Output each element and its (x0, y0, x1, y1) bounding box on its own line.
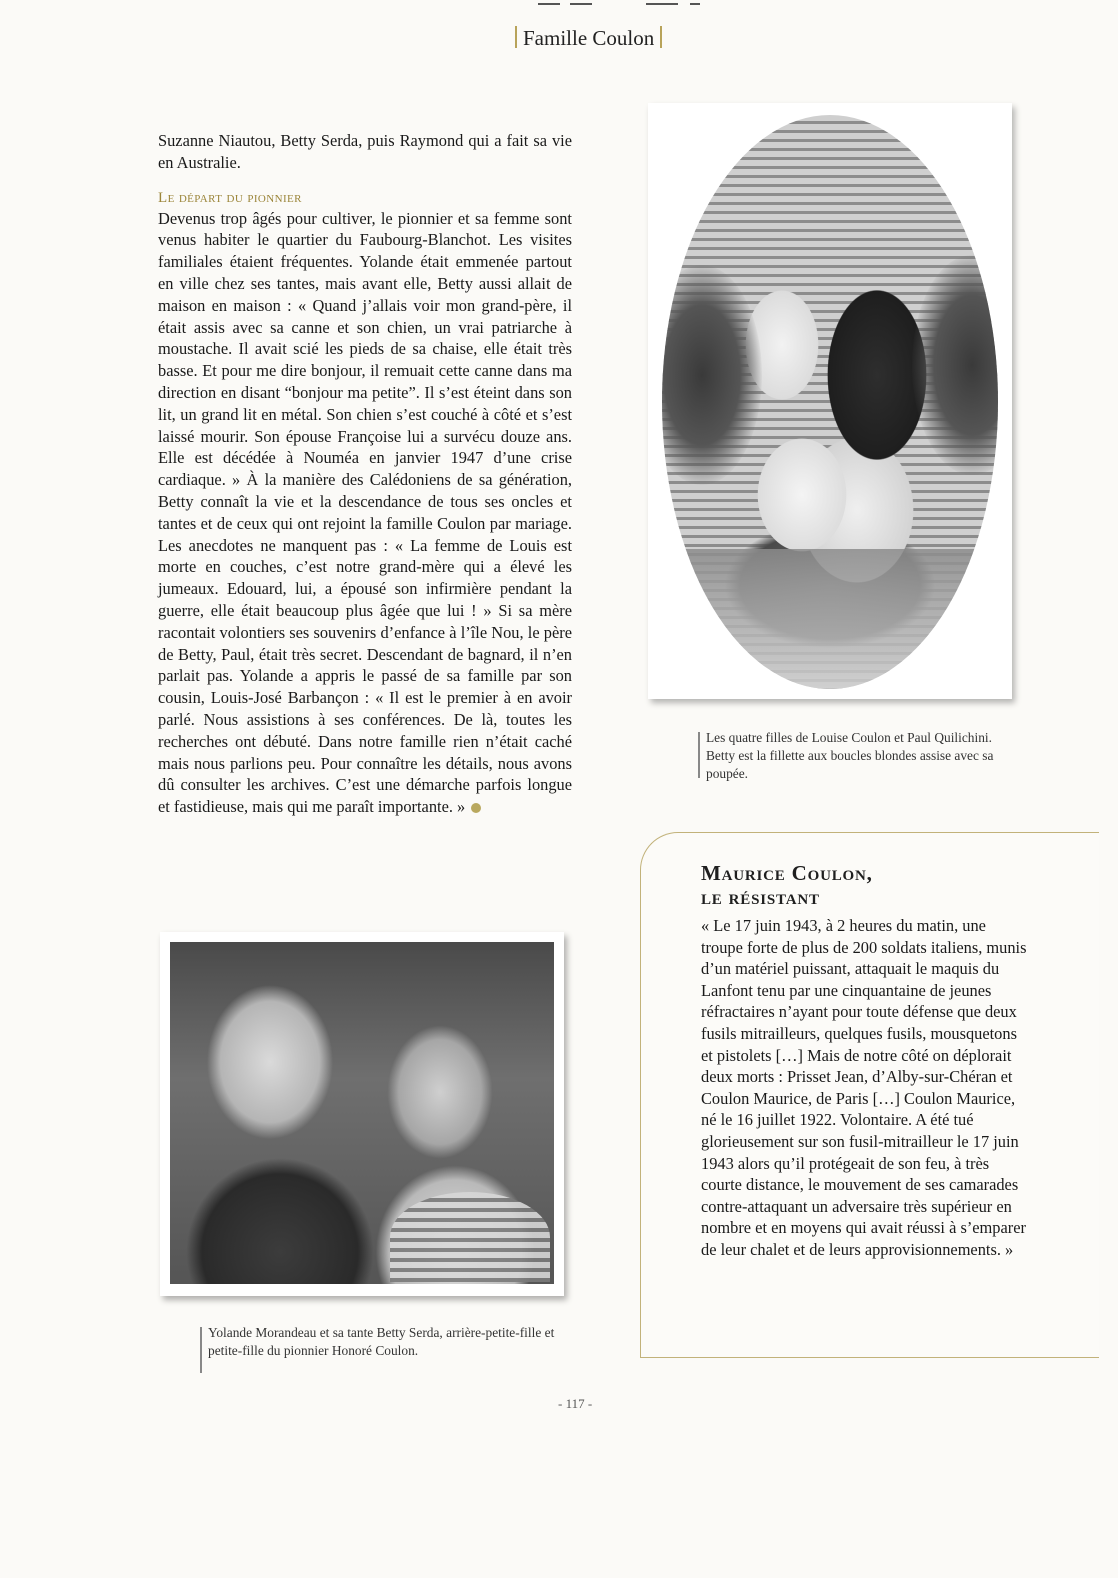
sidebar-title-line-2: le résistant (701, 885, 820, 909)
body-text: Devenus trop âgés pour cultiver, le pionnier et sa femme sont venus habiter le quartier du Faubourg-Blanchot. Les visites familiales étaient fréquentes. Yolande était emmenée partout en ville chez ses tantes, mais avant elle, Betty aussi allait de maison en maison : « Quand j’allais voir mon grand-père, il était assis avec sa canne et son chien, un vrai patriarche à moustache. Il avait scié les pieds de sa chaise, elle était très basse. Et pour me dire bonjour, il remuait cette canne dans ma direction en disant “bonjour ma petite”. Il s’est éteint dans son lit, un grand lit en métal. Son chien s’est couché à côté et s’est laissé mourir. Son épouse Françoise lui a survécu douze ans. Elle est décédée à Nouméa en janvier 1947 d’une crise cardiaque. » À la manière des Calédoniens de sa génération, Betty connaît la vie et la descendance de tous ses oncles et tantes et de ceux qui ont rejoint la famille Coulon par mariage. Les anecdotes ne manquent pas : « La femme de Louis est morte en couches, c’est notre grand-mère qui a élevé les jumeaux. Edouard, lui, a épousé son infirmière pendant la guerre, elle était beaucoup plus âgée que lui ! » Si sa mère racontait volontiers ses souvenirs d’enfance à l’île Nou, le père de Betty, Paul, était très secret. Descendant de bagnard, il n’en parlait pas. Yolande a appris le passé de sa famille par son cousin, Louis-José Barbançon : « Il est le premier à en avoir parlé. Nous assistions à ses conférences. De là, toutes les recherches ont débuté. Dans notre famille rien n’était caché mais nous parlions peu. Pour connaître les détails, nous avons dû consulter les archives. C’est une démarche parfois longue et fastidieuse, mais qui me paraît importante. » (158, 208, 572, 817)
caption-rule (200, 1327, 202, 1373)
section-title: Le départ du pionnier (158, 189, 302, 206)
photo-four-girls (648, 103, 1012, 699)
photo-foliage-right (912, 255, 998, 475)
header-title: Famille Coulon (523, 26, 655, 50)
header-rule-left (515, 26, 517, 48)
sidebar-title-line-1: Maurice Coulon, (701, 861, 873, 885)
body-paragraph (158, 208, 572, 818)
sidebar-body (701, 915, 1031, 1261)
photo-top-caption-text: Les quatre filles de Louise Coulon et Paul Quilichini. Betty est la fillette aux boucles blondes assise avec sa poupée. (706, 730, 994, 781)
intro-paragraph: Suzanne Niautou, Betty Serda, puis Raymond qui a fait sa vie en Australie. (158, 131, 572, 172)
photo-striped-top (390, 1192, 550, 1282)
caption-rule (698, 732, 700, 778)
sidebar-title (701, 861, 873, 909)
photo-floor (662, 549, 998, 689)
photo-bottom-caption-text: Yolande Morandeau et sa tante Betty Serda, arrière-petite-fille et petite-fille du pionnier Honoré Coulon. (208, 1325, 555, 1358)
rect-photo-image (170, 942, 554, 1284)
header-rule-right (660, 26, 662, 48)
photo-top-caption (706, 729, 1016, 783)
page-top-marks (530, 0, 710, 8)
left-text-column (158, 130, 572, 818)
sidebar-box (640, 832, 1099, 1358)
photo-bottom-caption (208, 1324, 578, 1360)
page-number: - 117 - (558, 1396, 593, 1411)
photo-two-women (160, 932, 564, 1296)
oval-photo-image (662, 115, 998, 689)
end-mark-icon (471, 803, 481, 813)
photo-foliage-left (662, 265, 762, 485)
running-header (509, 26, 668, 51)
sidebar-body-text: « Le 17 juin 1943, à 2 heures du matin, une troupe forte de plus de 200 soldats italiens, munis d’un matériel puissant, attaquait le maquis du Lanfont tenu par une cinquantaine de jeunes réfractaires n’ayant pour toute défense que deux fusils mitrailleurs, quelques fusils, mousquetons et pistolets […] Mais de notre côté on déplorait deux morts : Prisset Jean, d’Alby-sur-Chéran et Coulon Maurice, de Paris […] Coulon Maurice, né le 16 juillet 1922. Volontaire. A été tué glorieusement sur son fusil-mitrailleur le 17 juin 1943 alors qu’il protégeait de son feu, à très courte distance, le mouvement de ses camarades contre-attaquant un adversaire très supérieur en nombre et en moyens qui avait réussi à s’emparer de leur chalet et de leurs approvisionnements. » (701, 916, 1027, 1259)
